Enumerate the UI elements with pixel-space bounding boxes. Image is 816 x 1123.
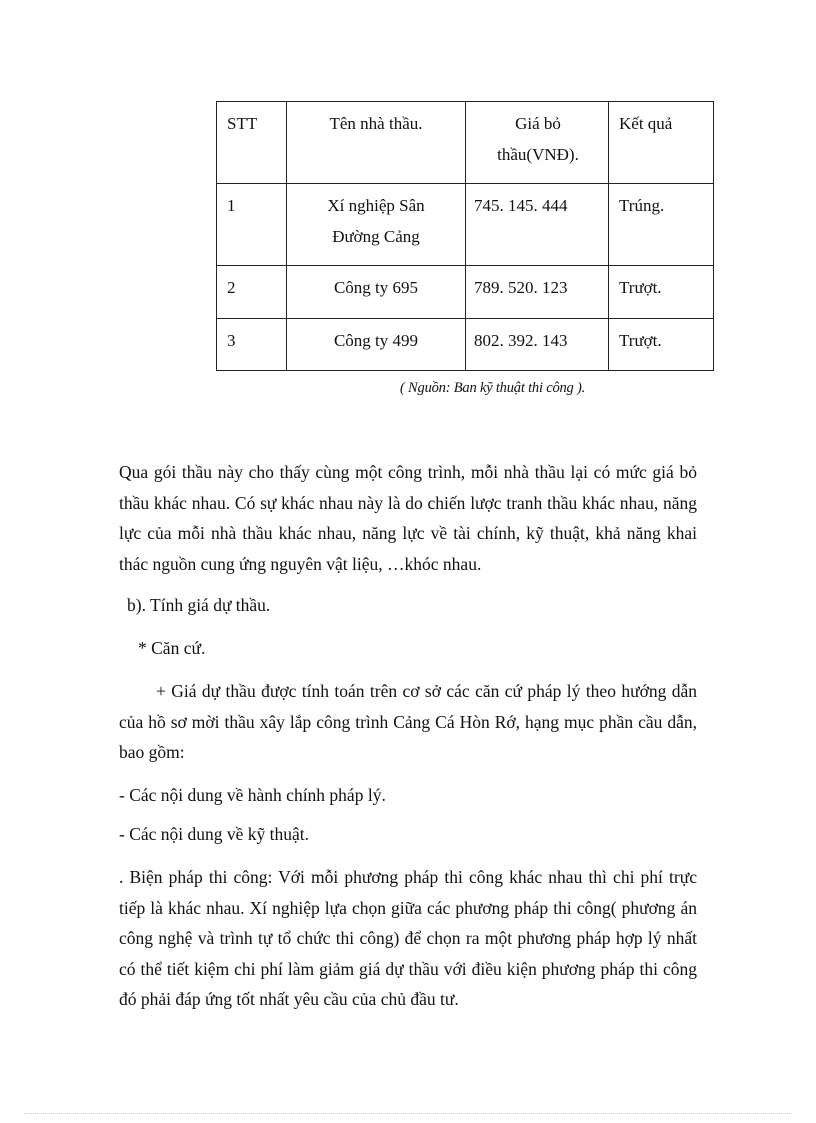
table-row (217, 266, 714, 319)
cell-price: 802. 392. 143 (466, 319, 609, 371)
cell-result: Trúng. (609, 184, 714, 266)
bid-results-table (216, 101, 714, 371)
header-stt: STT (217, 102, 287, 184)
heading-basis: * Căn cứ. (138, 638, 206, 658)
cell-result: Trượt. (609, 319, 714, 371)
cell-stt: 2 (217, 266, 287, 319)
cell-contractor-name: Công ty 695 (287, 266, 466, 319)
header-bid-price-line2: thầu(VNĐ). (497, 145, 579, 164)
table-row (217, 184, 714, 266)
header-bid-price-line1: Giá bỏ (515, 114, 561, 133)
cell-stt: 3 (217, 319, 287, 371)
cell-stt: 1 (217, 184, 287, 266)
table-source-note: ( Nguồn: Ban kỹ thuật thi công ). (400, 380, 586, 396)
page-bottom-divider (24, 1113, 792, 1114)
cell-contractor-name: Công ty 499 (287, 319, 466, 371)
heading-bid-price-calculation: b). Tính giá dự thầu. (127, 595, 271, 615)
table-row (217, 319, 714, 371)
cell-contractor-name (287, 184, 466, 266)
paragraph-construction-method: . Biện pháp thi công: Với mỗi phương pháp thi công khác nhau thì chi phí trực tiếp là khác nhau. Xí nghiệp lựa chọn giữa các phương pháp thi công( phương án công nghệ và trình tự tổ chức thi công) để chọn ra một phương pháp hợp lý nhất có thể tiết kiệm chi phí làm giảm giá dự thầu với điều kiện phương pháp thi công đó phải đáp ứng tốt nhất yêu cầu của chủ đầu tư. (119, 867, 697, 1009)
table-header-row (217, 102, 714, 184)
list-item-technical: - Các nội dung về kỹ thuật. (119, 824, 310, 844)
header-contractor-name: Tên nhà thầu. (287, 102, 466, 184)
cell-price: 789. 520. 123 (466, 266, 609, 319)
header-bid-price (466, 102, 609, 184)
paragraph-basis: + Giá dự thầu được tính toán trên cơ sở các căn cứ pháp lý theo hướng dẫn của hồ sơ mời thầu xây lắp công trình Cảng Cá Hòn Rớ, hạng mục phần cầu dẫn, bao gồm: (119, 681, 697, 762)
paragraph-analysis: Qua gói thầu này cho thấy cùng một công trình, mỗi nhà thầu lại có mức giá bỏ thầu khác nhau. Có sự khác nhau này là do chiến lược tranh thầu khác nhau, năng lực của mỗi nhà thầu khác nhau, năng lực về tài chính, kỹ thuật, khả năng khai thác nguồn cung ứng nguyên vật liệu, …khóc nhau. (119, 462, 697, 574)
header-result: Kết quả (609, 102, 714, 184)
cell-result: Trượt. (609, 266, 714, 319)
cell-name-line2: Đường Cảng (332, 227, 420, 246)
list-item-legal: - Các nội dung về hành chính pháp lý. (119, 785, 386, 805)
cell-name-line1: Xí nghiệp Sân (327, 196, 425, 215)
cell-price: 745. 145. 444 (466, 184, 609, 266)
